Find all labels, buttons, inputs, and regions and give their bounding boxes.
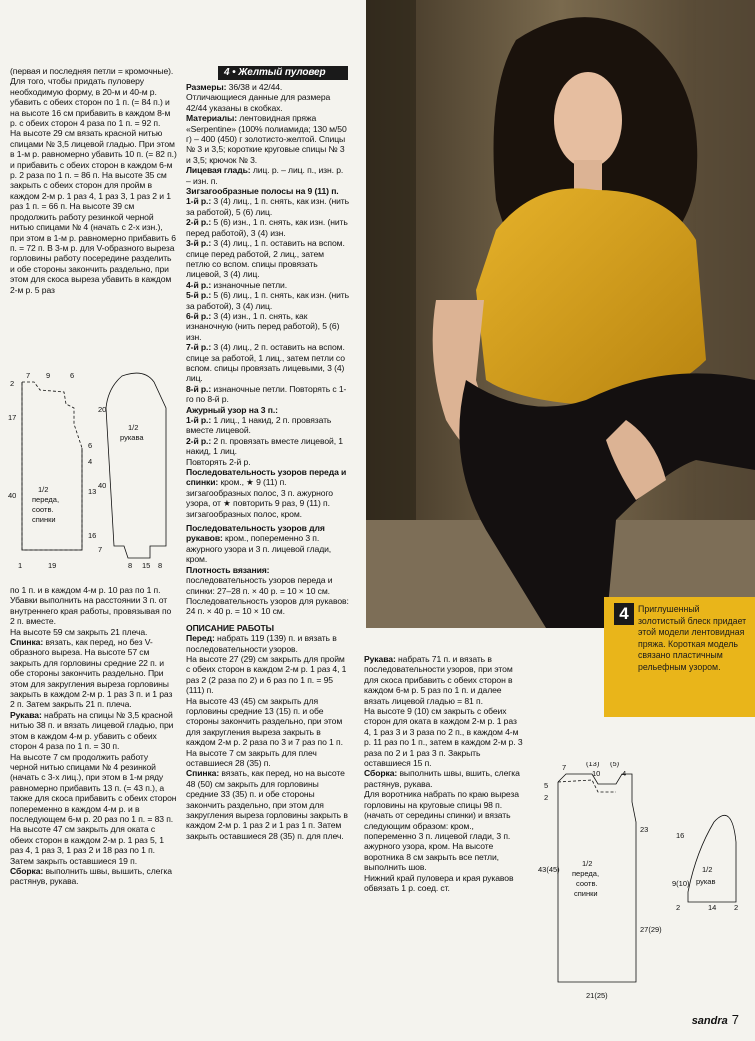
- section-heading: Ажурный узор на 3 п.:: [186, 404, 278, 415]
- text: набрать 71 п. и вязать в последовательности узоров, при этом для скоса прибавить с обеих сторон в каждом 6-м р. 5 раз по 1 п. и далее вязать лицевой гладью = 81 п.: [364, 654, 513, 706]
- diagram-label: соотв.: [576, 879, 598, 888]
- diagram-label: 40: [8, 491, 17, 500]
- paragraph: [186, 565, 349, 596]
- section-heading: Последовательность узоров переда и спинки:: [186, 467, 347, 488]
- paragraph: [186, 82, 349, 92]
- diagram-label: спинки: [32, 515, 56, 524]
- paragraph: [186, 342, 349, 384]
- section-heading: Зигзагообразные полосы на 9 (11) п.: [186, 186, 339, 197]
- paragraph: [186, 523, 349, 565]
- diagram-label: рукава: [120, 433, 144, 442]
- page-number: 7: [731, 1012, 739, 1027]
- paragraph: Нижний край пуловера и края рукавов обвязать 1 р. соед. ст.: [364, 872, 514, 893]
- section-heading: Перед:: [186, 633, 215, 644]
- text-column-3: [364, 654, 526, 893]
- text-column-1-bottom: [10, 585, 178, 887]
- diagram-label: рукав: [696, 877, 716, 886]
- row-label: 3-й р.:: [186, 238, 212, 249]
- paragraph: [186, 768, 349, 841]
- paragraph: [364, 654, 526, 706]
- article-header: 4 • Желтый пуловер: [218, 66, 348, 80]
- pattern-diagram-2: [536, 762, 746, 1004]
- caption-number: 4: [614, 603, 634, 625]
- diagram-label: 1: [18, 561, 23, 570]
- diagram-label: 4: [88, 457, 93, 466]
- diagram-label: 16: [88, 531, 97, 540]
- diagram-label: переда,: [32, 495, 60, 504]
- diagram-label: 40: [98, 481, 107, 490]
- paragraph: Последовательность узоров для рукавов: 24 п. × 40 р. = 10 × 10 см.: [186, 595, 349, 617]
- diagram-label: 43(45): [538, 865, 560, 874]
- diagram-label: 7: [98, 545, 103, 554]
- diagram-label: 8: [158, 561, 163, 570]
- diagram-label: 13: [88, 487, 97, 496]
- paragraph: Для воротника набрать по краю выреза горловины на круговые спицы 98 п. (начать от середины спинки) и вязать следующим образом: кром., попеременно 3 п. лицевой глади, 3 п. ажурного узора, кром. На высоте воротника 8 см закрыть все петли, выполнить шов.: [364, 789, 519, 873]
- text: 5 (6) лиц., 1 п. снять, как изн. (нить за работой), 3 (4) лиц.: [186, 290, 350, 311]
- paragraph: [186, 113, 349, 165]
- magazine-brand: sandra: [691, 1015, 728, 1027]
- text: изнаночные петли. Повторять с 1-го по 8-й р.: [186, 383, 347, 405]
- diagram-label: 2: [676, 903, 681, 912]
- text: 36/38 и 42/44.: [226, 82, 283, 92]
- text: лиц. р. – лиц. п., изн. р. – изн. п.: [186, 165, 344, 186]
- paragraph: Для того, чтобы придать пуловеру необходимую форму, в 20-м и 40-м р. убавить с обеих сторон по 1 п. (= 84 п.) и на высоте 16 см прибавить в каждом 8-м р. с обеих сторон 4 раза по 1 п. = 92 п.: [10, 76, 171, 129]
- diagram-label: 16: [676, 831, 685, 840]
- diagram-label: 7: [562, 763, 567, 772]
- section-heading: Сборка:: [10, 865, 44, 876]
- pattern-diagram-1: [4, 368, 179, 578]
- paragraph: [10, 866, 178, 887]
- paragraph: На высоте 27 (29) см закрыть для пройм с обеих сторон в каждом 2-м р. 1 раз 4, 1 раз 2 (2 раза по 2) и 6 раз по 1 п. = 95 (111) п.: [186, 653, 347, 696]
- section-heading: Спинка:: [10, 637, 44, 648]
- text: 2 п. провязать вместе лицевой, 1 накид, 1 лиц.: [186, 435, 343, 457]
- text: набрать 119 (139) п. и вязать в последовательности узоров.: [186, 633, 337, 654]
- paragraph: [186, 165, 349, 186]
- diagram-label: (13): [586, 762, 600, 768]
- diagram-label: 1/2: [702, 865, 713, 874]
- diagram-label: спинки: [574, 889, 598, 898]
- page-footer: [692, 1012, 739, 1027]
- row-label: 1-й р.:: [186, 196, 212, 207]
- text-column-1: [10, 66, 178, 295]
- text: набрать на спицы № 3,5 красной нитью 38 п. и вязать лицевой гладью, при этом в каждом 4-м р. убавить с обеих сторон 4 раза по 1 п. = 30 п.: [10, 709, 174, 752]
- text: 3 (4) лиц., 1 п. оставить на вспом. спице перед работой, 2 лиц., затем петлю со вспом. спицы провязать лицевой, 3 (4) лиц.: [186, 238, 345, 280]
- paragraph: [186, 633, 349, 654]
- paragraph: [186, 436, 349, 457]
- diagram-label: 17: [8, 413, 17, 422]
- paragraph: по 1 п. и в каждом 4-м р. 10 раз по 1 п. Убавки выполнить на расстоянии 3 п. от внутреннего края работы, провязывая по 2 п. вместе.: [10, 585, 172, 627]
- diagram-label: 19: [48, 561, 57, 570]
- text: 1 лиц., 1 накид, 2 п. провязать вместе лицевой.: [186, 415, 332, 436]
- diagram-label: соотв.: [32, 505, 54, 514]
- diagram-label: 2: [10, 379, 15, 388]
- diagram-label: 9: [46, 371, 51, 380]
- paragraph: [10, 710, 178, 752]
- diagram-label: 6: [88, 441, 93, 450]
- text: изнаночные петли.: [211, 279, 287, 290]
- row-label: 2-й р.:: [186, 217, 212, 228]
- section-heading: Плотность вязания:: [186, 564, 270, 575]
- paragraph: [186, 217, 349, 238]
- text: кром., ★ 9 (11) п. зигзагообразных полос, 3 п. ажурного узора, от ★ повторить 9 раз, 9 (11) п. зигзагообразных полос, кром.: [186, 477, 333, 519]
- diagram-label: 10: [592, 769, 601, 778]
- diagram-label: 23: [640, 825, 649, 834]
- row-label: 2-й р.:: [186, 435, 212, 446]
- diagram-label: 7: [26, 371, 31, 380]
- paragraph: На высоте 43 (45) см закрыть для горловины средние 13 (15) п. и обе стороны закончить раздельно, при этом для закругления выреза закрыть в каждом 2-м р. 2 раза по 3 и 7 раз по 1 п.: [186, 695, 343, 748]
- text: 5 (6) изн., 1 п. снять, как изн. (нить перед работой), 3 (4) изн.: [186, 217, 348, 238]
- diagram-label: 15: [142, 561, 151, 570]
- row-label: 8-й р.:: [186, 383, 212, 394]
- text: лентовидная пряжа «Serpentine» (100% полиамида; 130 м/50 г) – 400 (450) г золотисто-желтой. Спицы № 3 и 3,5; короткие круговые спицы № 3 и 3,5; крючок № 3.: [186, 113, 347, 165]
- diagram-label: (5): [610, 762, 620, 768]
- diagram-label: 5: [544, 781, 549, 790]
- row-label: 6-й р.:: [186, 310, 212, 321]
- section-heading: Размеры:: [186, 82, 227, 92]
- diagram-label: 2: [544, 793, 549, 802]
- diagram-label: 6: [70, 371, 75, 380]
- text: выполнить швы, вышить, слегка растянув, рукава.: [10, 865, 172, 887]
- section-heading: Лицевая гладь:: [186, 165, 251, 176]
- photo-illustration: [366, 0, 755, 628]
- section-heading: Сборка:: [364, 768, 398, 779]
- diagram-label: 1/2: [38, 485, 49, 494]
- paragraph: [186, 467, 349, 519]
- text: последовательность узоров переда и спинки: 27–28 п. × 40 р. = 10 × 10 см.: [186, 575, 333, 596]
- paragraph: [186, 415, 349, 436]
- paragraph: [186, 311, 349, 342]
- section-heading: Последовательность узоров для рукавов:: [186, 523, 325, 544]
- paragraph: На высоте 59 см закрыть 21 плеча.: [10, 626, 148, 637]
- row-label: 7-й р.:: [186, 342, 212, 353]
- section-heading: Спинка:: [186, 768, 220, 779]
- section-heading: ОПИСАНИЕ РАБОТЫ: [186, 622, 274, 633]
- paragraph: [186, 290, 349, 311]
- text: выполнить швы, вшить, слегка растянув, рукава.: [364, 768, 520, 789]
- diagram-label: 4: [622, 769, 627, 778]
- text: кром., попеременно 3 п. ажурного узора и 3 п. лицевой глади, кром.: [186, 533, 332, 565]
- diagram-label: переда,: [572, 869, 600, 878]
- row-label: 1-й р.:: [186, 415, 212, 425]
- paragraph: Повторять 2-й р.: [186, 456, 251, 467]
- diagram-label: 9(10): [672, 879, 690, 888]
- text-column-2: [186, 66, 349, 841]
- paragraph: [10, 637, 178, 710]
- paragraph: На высоте 9 (10) см закрыть с обеих сторон для оката в каждом 2-м р. 1 раз 4, 1 раз 3 и 3 раза по 2 п., в каждом 4-м р. 11 раз по 1 п., затем в каждом 2-м р. 3 раза по 2 и 1 раз 3 п. Закрыть оставшиеся 15 п.: [364, 706, 523, 769]
- section-heading: Рукава:: [364, 654, 396, 664]
- photo-caption: [604, 597, 755, 717]
- diagram-label: 1/2: [128, 423, 139, 432]
- paragraph: [186, 384, 349, 405]
- diagram-label: 27(29): [640, 925, 662, 934]
- paragraph: На высоте 29 см вязать красной нитью спицами № 3,5 лицевой гладью. При этом в 1-м р. равномерно убавить 10 п. (= 82 п.) и прибавить с обеих сторон в каждом 6-м р. 2 раза по 1 п. = 86 п. На высоте 35 см закрыть с обеих сторон для пройм в каждом 2-м р. 1 раз 4, 1 раз 3, 1 раз 2 и 1 раз 1 п. = 66 п. На высоте 39 см продолжить работу резинкой черной нитью спицами № 4 (начать с 2-х изн.), при этом в 1-м р. равномерно прибавить 6 п. = 72 п. В 3-м р. для V-образного выреза горловины работу посередине разделить и обе стороны закончить раздельно, при этом для скоса выреза убавить в каждом 2-м р. 5 раз: [10, 128, 177, 295]
- paragraph: [186, 238, 349, 280]
- diagram-label: 8: [128, 561, 133, 570]
- paragraph: [186, 280, 349, 290]
- paragraph: На высоте 7 см продолжить работу черной нитью спицами № 4 резинкой (начать с 3-х лиц.), при этом в 1-м ряду равномерно прибавить 13 п. (= 43 п.), а также для скоса прибавить с обеих сторон попеременно в каждом 4-м р. и в последующем 6-м р. 20 раз по 1 п. = 83 п.: [10, 751, 177, 824]
- paragraph: Отличающиеся данные для размера 42/44 указаны в скобках.: [186, 92, 331, 113]
- diagram-label: 21(25): [586, 991, 608, 1000]
- paragraph: [186, 196, 349, 217]
- row-label: 5-й р.:: [186, 290, 212, 301]
- text: вязать, как перед, но без V-образного выреза. На высоте 57 см закрыть для горловины средние 22 п. и обе стороны закончить раздельно. При этом для закругления выреза горловины закрыть в каждом 2-м р. 1 раз 3 п. и 1 раз 2 п. Затем закрыть 21 п. плеча.: [10, 637, 173, 710]
- diagram-label: 2: [734, 903, 739, 912]
- text: вязать, как перед, но на высоте 48 (50) см закрыть для горловины средние 33 (35) п. и обе стороны закончить раздельно, при этом для закругления выреза горловины закрыть в каждом 2-м р. 1 раз 2 и 1 раз 1 п. Затем закрыть оставшиеся 28 (35) п. для плеч.: [186, 768, 348, 841]
- row-label: 4-й р.:: [186, 279, 212, 290]
- model-photo: [366, 0, 755, 628]
- diagram-label: 20: [98, 405, 107, 414]
- paragraph: На высоте 7 см закрыть для плеч оставшиеся 28 (35) п.: [186, 747, 317, 768]
- section-heading: Материалы:: [186, 113, 238, 124]
- diagram-label: 14: [708, 903, 717, 912]
- text: 3 (4) лиц., 1 п. снять, как изн. (нить за работой), 5 (6) лиц.: [186, 196, 350, 217]
- diagram-label: 1/2: [582, 859, 593, 868]
- text: 3 (4) лиц., 2 п. оставить на вспом. спице за работой, 1 лиц., затем петли со вспом. спицы провязать лицевыми, 3 (4) лиц.: [186, 342, 345, 384]
- section-heading: Рукава:: [10, 709, 42, 720]
- paragraph: (первая и последняя петли = кромочные).: [10, 66, 174, 76]
- paragraph: На высоте 47 см закрыть для оката с обеих сторон в каждом 2-м р. 1 раз 5, 1 раз 4, 1 раз 3, 1 раз 2 и 18 раз по 1 п. Затем закрыть оставшиеся 19 п.: [10, 824, 164, 866]
- text: 3 (4) изн., 1 п. снять, как изнаночную (нить перед работой), 5 (6) изн.: [186, 310, 340, 342]
- paragraph: [364, 768, 526, 789]
- caption-text: Приглушенный золотистый блеск придает этой модели лентовидная пряжа. Короткая модель связано пластичным рельефным узором.: [638, 604, 747, 672]
